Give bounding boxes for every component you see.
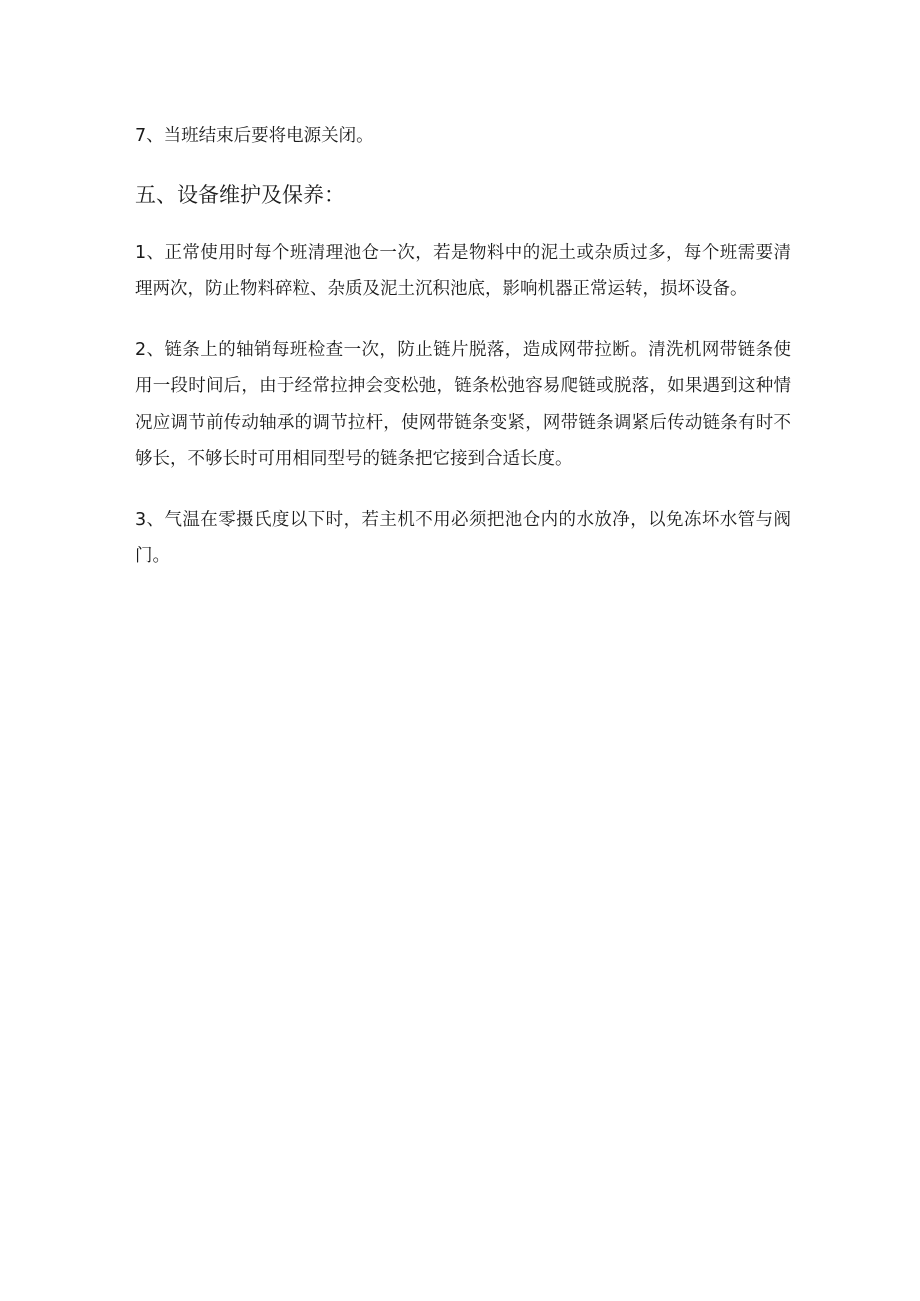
maintenance-item-3: 3、气温在零摄氏度以下时，若主机不用必须把池仓内的水放净，以免冻坏水管与阀门。 xyxy=(135,509,791,566)
maintenance-item-1: 1、正常使用时每个班清理池仓一次，若是物料中的泥土或杂质过多，每个班需要清理两次，防止物料碎粒、杂质及泥土沉积池底，影响机器正常运转，损坏设备。 xyxy=(135,242,791,299)
document-body xyxy=(135,118,791,575)
section-heading: 五、设备维护及保养： xyxy=(135,182,345,207)
list-item-7: 7、当班结束后要将电源关闭。 xyxy=(135,126,374,146)
maintenance-item-2: 2、链条上的轴销每班检查一次，防止链片脱落，造成网带拉断。清洗机网带链条使用一段时间后，由于经常拉抻会变松弛，链条松弛容易爬链或脱落，如果遇到这种情况应调节前传动轴承的调节拉杆，使网带链条变紧，网带链条调紧后传动链条有时不够长，不够长时可用相同型号的链条把它接到合适长度。 xyxy=(135,339,791,469)
